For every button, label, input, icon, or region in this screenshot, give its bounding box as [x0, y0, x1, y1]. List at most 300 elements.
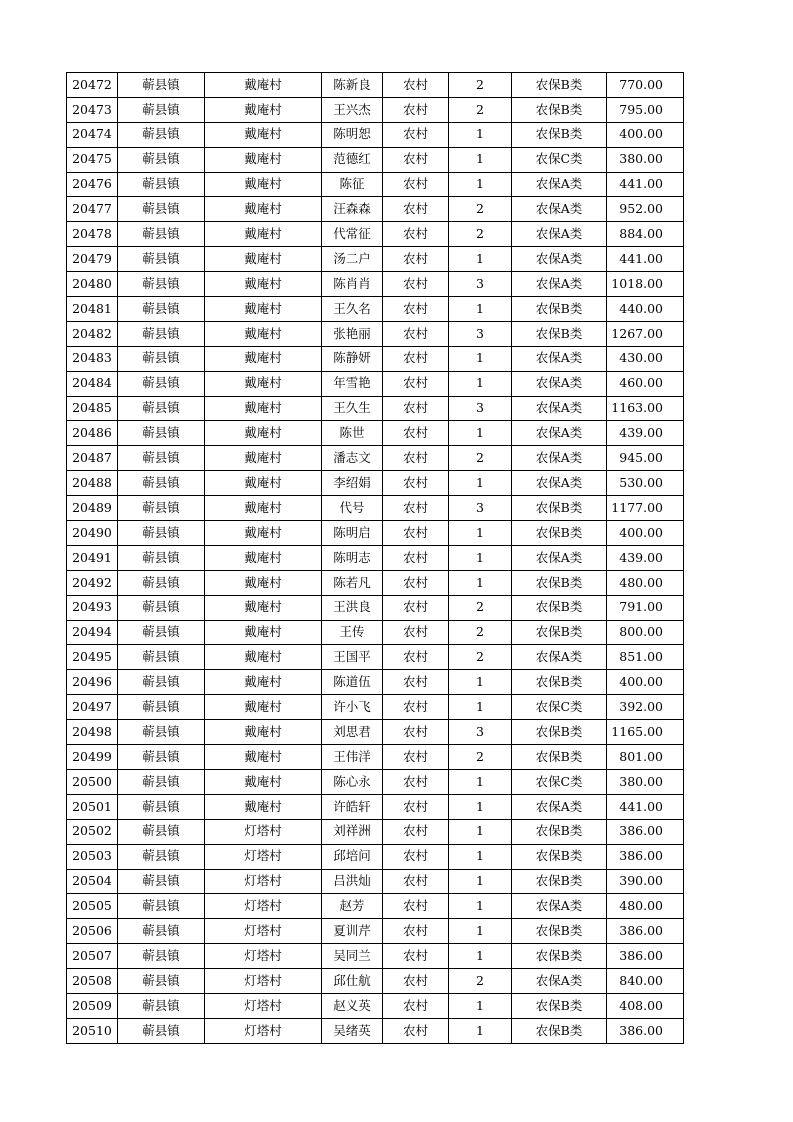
household-type-cell: 农村 [383, 122, 449, 147]
household-type-cell: 农村 [383, 297, 449, 322]
insurance-class-cell: 农保C类 [512, 147, 607, 172]
member-count-cell: 3 [449, 272, 512, 297]
insurance-class-cell: 农保A类 [512, 371, 607, 396]
person-name-cell: 王洪良 [322, 595, 383, 620]
town-cell: 蕲县镇 [118, 172, 205, 197]
member-count-cell: 1 [449, 122, 512, 147]
table-row [67, 122, 684, 147]
record-id-cell: 20481 [67, 297, 118, 322]
amount-cell: 1018.00 [607, 272, 684, 297]
member-count-cell: 1 [449, 819, 512, 844]
village-cell: 戴庵村 [205, 197, 322, 222]
record-id-cell: 20482 [67, 321, 118, 346]
town-cell: 蕲县镇 [118, 919, 205, 944]
household-type-cell: 农村 [383, 321, 449, 346]
person-name-cell: 吕洪灿 [322, 869, 383, 894]
table-row [67, 247, 684, 272]
table-row [67, 595, 684, 620]
amount-cell: 380.00 [607, 769, 684, 794]
town-cell: 蕲县镇 [118, 745, 205, 770]
town-cell: 蕲县镇 [118, 595, 205, 620]
table-row [67, 346, 684, 371]
table-row [67, 147, 684, 172]
amount-cell: 386.00 [607, 844, 684, 869]
household-type-cell: 农村 [383, 720, 449, 745]
town-cell: 蕲县镇 [118, 446, 205, 471]
record-id-cell: 20503 [67, 844, 118, 869]
table-row [67, 471, 684, 496]
person-name-cell: 陈心永 [322, 769, 383, 794]
member-count-cell: 1 [449, 147, 512, 172]
record-id-cell: 20477 [67, 197, 118, 222]
amount-cell: 952.00 [607, 197, 684, 222]
record-id-cell: 20487 [67, 446, 118, 471]
household-type-cell: 农村 [383, 745, 449, 770]
member-count-cell: 2 [449, 73, 512, 98]
table-row [67, 496, 684, 521]
person-name-cell: 代号 [322, 496, 383, 521]
record-id-cell: 20476 [67, 172, 118, 197]
insurance-class-cell: 农保B类 [512, 869, 607, 894]
amount-cell: 851.00 [607, 645, 684, 670]
town-cell: 蕲县镇 [118, 321, 205, 346]
table-row [67, 919, 684, 944]
amount-cell: 441.00 [607, 172, 684, 197]
person-name-cell: 刘思君 [322, 720, 383, 745]
household-type-cell: 农村 [383, 197, 449, 222]
village-cell: 灯塔村 [205, 844, 322, 869]
insurance-class-cell: 农保B类 [512, 122, 607, 147]
person-name-cell: 潘志文 [322, 446, 383, 471]
insurance-class-cell: 农保B类 [512, 844, 607, 869]
person-name-cell: 夏训芹 [322, 919, 383, 944]
insurance-class-cell: 农保B类 [512, 745, 607, 770]
amount-cell: 380.00 [607, 147, 684, 172]
table-row [67, 297, 684, 322]
record-id-cell: 20483 [67, 346, 118, 371]
village-cell: 戴庵村 [205, 545, 322, 570]
village-cell: 戴庵村 [205, 396, 322, 421]
town-cell: 蕲县镇 [118, 969, 205, 994]
insurance-class-cell: 农保B类 [512, 297, 607, 322]
village-cell: 戴庵村 [205, 595, 322, 620]
household-type-cell: 农村 [383, 695, 449, 720]
member-count-cell: 2 [449, 745, 512, 770]
table-row [67, 197, 684, 222]
insurance-class-cell: 农保C类 [512, 769, 607, 794]
household-type-cell: 农村 [383, 446, 449, 471]
member-count-cell: 1 [449, 371, 512, 396]
record-id-cell: 20509 [67, 993, 118, 1018]
household-type-cell: 农村 [383, 769, 449, 794]
village-cell: 戴庵村 [205, 222, 322, 247]
person-name-cell: 邱仕航 [322, 969, 383, 994]
person-name-cell: 陈若凡 [322, 570, 383, 595]
person-name-cell: 张艳丽 [322, 321, 383, 346]
person-name-cell: 赵义英 [322, 993, 383, 1018]
amount-cell: 392.00 [607, 695, 684, 720]
town-cell: 蕲县镇 [118, 122, 205, 147]
household-type-cell: 农村 [383, 944, 449, 969]
record-id-cell: 20507 [67, 944, 118, 969]
village-cell: 灯塔村 [205, 944, 322, 969]
table-row [67, 620, 684, 645]
insurance-class-cell: 农保B类 [512, 1018, 607, 1043]
amount-cell: 408.00 [607, 993, 684, 1018]
household-type-cell: 农村 [383, 496, 449, 521]
village-cell: 戴庵村 [205, 297, 322, 322]
household-type-cell: 农村 [383, 97, 449, 122]
member-count-cell: 1 [449, 919, 512, 944]
member-count-cell: 1 [449, 993, 512, 1018]
record-id-cell: 20500 [67, 769, 118, 794]
table-row [67, 745, 684, 770]
town-cell: 蕲县镇 [118, 645, 205, 670]
amount-cell: 801.00 [607, 745, 684, 770]
town-cell: 蕲县镇 [118, 222, 205, 247]
household-type-cell: 农村 [383, 222, 449, 247]
table-row [67, 944, 684, 969]
member-count-cell: 3 [449, 720, 512, 745]
household-type-cell: 农村 [383, 346, 449, 371]
record-id-cell: 20495 [67, 645, 118, 670]
record-id-cell: 20499 [67, 745, 118, 770]
town-cell: 蕲县镇 [118, 297, 205, 322]
insurance-class-cell: 农保A类 [512, 545, 607, 570]
insurance-class-cell: 农保A类 [512, 172, 607, 197]
member-count-cell: 1 [449, 247, 512, 272]
record-id-cell: 20502 [67, 819, 118, 844]
household-type-cell: 农村 [383, 969, 449, 994]
village-cell: 灯塔村 [205, 869, 322, 894]
record-id-cell: 20491 [67, 545, 118, 570]
insurance-class-cell: 农保B类 [512, 521, 607, 546]
table-row [67, 272, 684, 297]
table-row [67, 396, 684, 421]
village-cell: 灯塔村 [205, 919, 322, 944]
table-row [67, 97, 684, 122]
household-type-cell: 农村 [383, 645, 449, 670]
record-id-cell: 20490 [67, 521, 118, 546]
table-row [67, 321, 684, 346]
member-count-cell: 1 [449, 695, 512, 720]
amount-cell: 840.00 [607, 969, 684, 994]
record-id-cell: 20506 [67, 919, 118, 944]
member-count-cell: 1 [449, 471, 512, 496]
insurance-class-cell: 农保B类 [512, 496, 607, 521]
village-cell: 灯塔村 [205, 819, 322, 844]
table-row [67, 769, 684, 794]
household-type-cell: 农村 [383, 421, 449, 446]
village-cell: 戴庵村 [205, 371, 322, 396]
amount-cell: 386.00 [607, 819, 684, 844]
insurance-class-cell: 农保B类 [512, 570, 607, 595]
amount-cell: 770.00 [607, 73, 684, 98]
insurance-class-cell: 农保A类 [512, 969, 607, 994]
person-name-cell: 陈征 [322, 172, 383, 197]
amount-cell: 460.00 [607, 371, 684, 396]
amount-cell: 1177.00 [607, 496, 684, 521]
village-cell: 戴庵村 [205, 620, 322, 645]
amount-cell: 1267.00 [607, 321, 684, 346]
member-count-cell: 1 [449, 670, 512, 695]
town-cell: 蕲县镇 [118, 944, 205, 969]
record-id-cell: 20472 [67, 73, 118, 98]
village-cell: 戴庵村 [205, 346, 322, 371]
village-cell: 戴庵村 [205, 97, 322, 122]
insurance-class-cell: 农保A类 [512, 272, 607, 297]
member-count-cell: 1 [449, 521, 512, 546]
member-count-cell: 1 [449, 944, 512, 969]
person-name-cell: 王国平 [322, 645, 383, 670]
household-type-cell: 农村 [383, 819, 449, 844]
household-type-cell: 农村 [383, 844, 449, 869]
table-row [67, 819, 684, 844]
insurance-class-cell: 农保A类 [512, 446, 607, 471]
member-count-cell: 1 [449, 545, 512, 570]
record-id-cell: 20497 [67, 695, 118, 720]
town-cell: 蕲县镇 [118, 1018, 205, 1043]
household-type-cell: 农村 [383, 595, 449, 620]
person-name-cell: 赵芳 [322, 894, 383, 919]
amount-cell: 386.00 [607, 919, 684, 944]
household-type-cell: 农村 [383, 272, 449, 297]
town-cell: 蕲县镇 [118, 421, 205, 446]
amount-cell: 441.00 [607, 794, 684, 819]
insurance-class-cell: 农保A类 [512, 247, 607, 272]
person-name-cell: 陈肖肖 [322, 272, 383, 297]
table-row [67, 73, 684, 98]
insurance-class-cell: 农保A类 [512, 222, 607, 247]
village-cell: 灯塔村 [205, 1018, 322, 1043]
person-name-cell: 吴绪英 [322, 1018, 383, 1043]
household-type-cell: 农村 [383, 521, 449, 546]
town-cell: 蕲县镇 [118, 197, 205, 222]
town-cell: 蕲县镇 [118, 346, 205, 371]
village-cell: 戴庵村 [205, 769, 322, 794]
member-count-cell: 2 [449, 969, 512, 994]
household-type-cell: 农村 [383, 147, 449, 172]
town-cell: 蕲县镇 [118, 993, 205, 1018]
person-name-cell: 王久生 [322, 396, 383, 421]
town-cell: 蕲县镇 [118, 147, 205, 172]
table-row [67, 222, 684, 247]
insurance-class-cell: 农保B类 [512, 73, 607, 98]
person-name-cell: 邱培问 [322, 844, 383, 869]
person-name-cell: 王兴杰 [322, 97, 383, 122]
amount-cell: 400.00 [607, 122, 684, 147]
person-name-cell: 陈新良 [322, 73, 383, 98]
village-cell: 戴庵村 [205, 794, 322, 819]
member-count-cell: 1 [449, 844, 512, 869]
person-name-cell: 许皓轩 [322, 794, 383, 819]
village-cell: 戴庵村 [205, 695, 322, 720]
household-type-cell: 农村 [383, 172, 449, 197]
village-cell: 戴庵村 [205, 471, 322, 496]
table-row [67, 521, 684, 546]
village-cell: 戴庵村 [205, 745, 322, 770]
village-cell: 戴庵村 [205, 247, 322, 272]
record-id-cell: 20508 [67, 969, 118, 994]
insurance-class-cell: 农保B类 [512, 720, 607, 745]
village-cell: 戴庵村 [205, 272, 322, 297]
insurance-class-cell: 农保B类 [512, 620, 607, 645]
table-row [67, 794, 684, 819]
town-cell: 蕲县镇 [118, 794, 205, 819]
member-count-cell: 2 [449, 645, 512, 670]
person-name-cell: 刘祥洲 [322, 819, 383, 844]
household-type-cell: 农村 [383, 1018, 449, 1043]
town-cell: 蕲县镇 [118, 521, 205, 546]
household-type-cell: 农村 [383, 396, 449, 421]
member-count-cell: 1 [449, 769, 512, 794]
amount-cell: 530.00 [607, 471, 684, 496]
village-cell: 戴庵村 [205, 570, 322, 595]
household-type-cell: 农村 [383, 545, 449, 570]
member-count-cell: 1 [449, 421, 512, 446]
record-id-cell: 20484 [67, 371, 118, 396]
person-name-cell: 汤二户 [322, 247, 383, 272]
village-cell: 戴庵村 [205, 645, 322, 670]
amount-cell: 390.00 [607, 869, 684, 894]
member-count-cell: 1 [449, 570, 512, 595]
amount-cell: 440.00 [607, 297, 684, 322]
record-id-cell: 20498 [67, 720, 118, 745]
town-cell: 蕲县镇 [118, 695, 205, 720]
household-type-cell: 农村 [383, 570, 449, 595]
record-id-cell: 20480 [67, 272, 118, 297]
member-count-cell: 1 [449, 894, 512, 919]
member-count-cell: 2 [449, 197, 512, 222]
person-name-cell: 汪森森 [322, 197, 383, 222]
household-type-cell: 农村 [383, 670, 449, 695]
person-name-cell: 陈明恕 [322, 122, 383, 147]
insurance-class-cell: 农保B类 [512, 993, 607, 1018]
household-type-cell: 农村 [383, 919, 449, 944]
village-cell: 戴庵村 [205, 421, 322, 446]
person-name-cell: 陈道伍 [322, 670, 383, 695]
village-cell: 戴庵村 [205, 446, 322, 471]
town-cell: 蕲县镇 [118, 819, 205, 844]
village-cell: 灯塔村 [205, 894, 322, 919]
amount-cell: 400.00 [607, 521, 684, 546]
table-row [67, 545, 684, 570]
insurance-class-cell: 农保B类 [512, 595, 607, 620]
record-id-cell: 20473 [67, 97, 118, 122]
amount-cell: 945.00 [607, 446, 684, 471]
member-count-cell: 2 [449, 446, 512, 471]
household-type-cell: 农村 [383, 471, 449, 496]
member-count-cell: 2 [449, 595, 512, 620]
village-cell: 戴庵村 [205, 496, 322, 521]
insurance-class-cell: 农保A类 [512, 471, 607, 496]
member-count-cell: 1 [449, 794, 512, 819]
record-id-cell: 20478 [67, 222, 118, 247]
village-cell: 戴庵村 [205, 720, 322, 745]
town-cell: 蕲县镇 [118, 545, 205, 570]
member-count-cell: 2 [449, 620, 512, 645]
table-row [67, 869, 684, 894]
amount-cell: 439.00 [607, 421, 684, 446]
town-cell: 蕲县镇 [118, 471, 205, 496]
table-row [67, 969, 684, 994]
insurance-class-cell: 农保A类 [512, 421, 607, 446]
village-cell: 戴庵村 [205, 521, 322, 546]
town-cell: 蕲县镇 [118, 670, 205, 695]
insurance-class-cell: 农保B类 [512, 944, 607, 969]
table-row [67, 1018, 684, 1043]
person-name-cell: 许小飞 [322, 695, 383, 720]
insurance-class-cell: 农保A类 [512, 197, 607, 222]
insurance-class-cell: 农保A类 [512, 794, 607, 819]
town-cell: 蕲县镇 [118, 73, 205, 98]
person-name-cell: 范德红 [322, 147, 383, 172]
village-cell: 戴庵村 [205, 73, 322, 98]
amount-cell: 439.00 [607, 545, 684, 570]
household-type-cell: 农村 [383, 993, 449, 1018]
insurance-class-cell: 农保A类 [512, 396, 607, 421]
town-cell: 蕲县镇 [118, 97, 205, 122]
village-cell: 戴庵村 [205, 670, 322, 695]
town-cell: 蕲县镇 [118, 844, 205, 869]
village-cell: 灯塔村 [205, 993, 322, 1018]
town-cell: 蕲县镇 [118, 570, 205, 595]
amount-cell: 386.00 [607, 944, 684, 969]
table-row [67, 720, 684, 745]
household-type-cell: 农村 [383, 247, 449, 272]
record-id-cell: 20504 [67, 869, 118, 894]
table-row [67, 172, 684, 197]
record-id-cell: 20505 [67, 894, 118, 919]
amount-cell: 441.00 [607, 247, 684, 272]
village-cell: 戴庵村 [205, 321, 322, 346]
town-cell: 蕲县镇 [118, 769, 205, 794]
village-cell: 戴庵村 [205, 147, 322, 172]
member-count-cell: 3 [449, 321, 512, 346]
records-table [66, 72, 684, 1044]
table-row [67, 570, 684, 595]
person-name-cell: 李绍娟 [322, 471, 383, 496]
record-id-cell: 20494 [67, 620, 118, 645]
household-type-cell: 农村 [383, 73, 449, 98]
table-row [67, 371, 684, 396]
person-name-cell: 陈静妍 [322, 346, 383, 371]
amount-cell: 400.00 [607, 670, 684, 695]
town-cell: 蕲县镇 [118, 496, 205, 521]
person-name-cell: 陈世 [322, 421, 383, 446]
person-name-cell: 代常征 [322, 222, 383, 247]
village-cell: 戴庵村 [205, 122, 322, 147]
member-count-cell: 3 [449, 396, 512, 421]
person-name-cell: 陈明启 [322, 521, 383, 546]
table-row [67, 993, 684, 1018]
insurance-class-cell: 农保B类 [512, 819, 607, 844]
town-cell: 蕲县镇 [118, 247, 205, 272]
town-cell: 蕲县镇 [118, 720, 205, 745]
member-count-cell: 1 [449, 1018, 512, 1043]
person-name-cell: 王伟洋 [322, 745, 383, 770]
insurance-class-cell: 农保C类 [512, 695, 607, 720]
record-id-cell: 20475 [67, 147, 118, 172]
member-count-cell: 1 [449, 869, 512, 894]
amount-cell: 791.00 [607, 595, 684, 620]
table-row [67, 421, 684, 446]
record-id-cell: 20489 [67, 496, 118, 521]
town-cell: 蕲县镇 [118, 396, 205, 421]
person-name-cell: 年雪艳 [322, 371, 383, 396]
member-count-cell: 1 [449, 346, 512, 371]
town-cell: 蕲县镇 [118, 869, 205, 894]
